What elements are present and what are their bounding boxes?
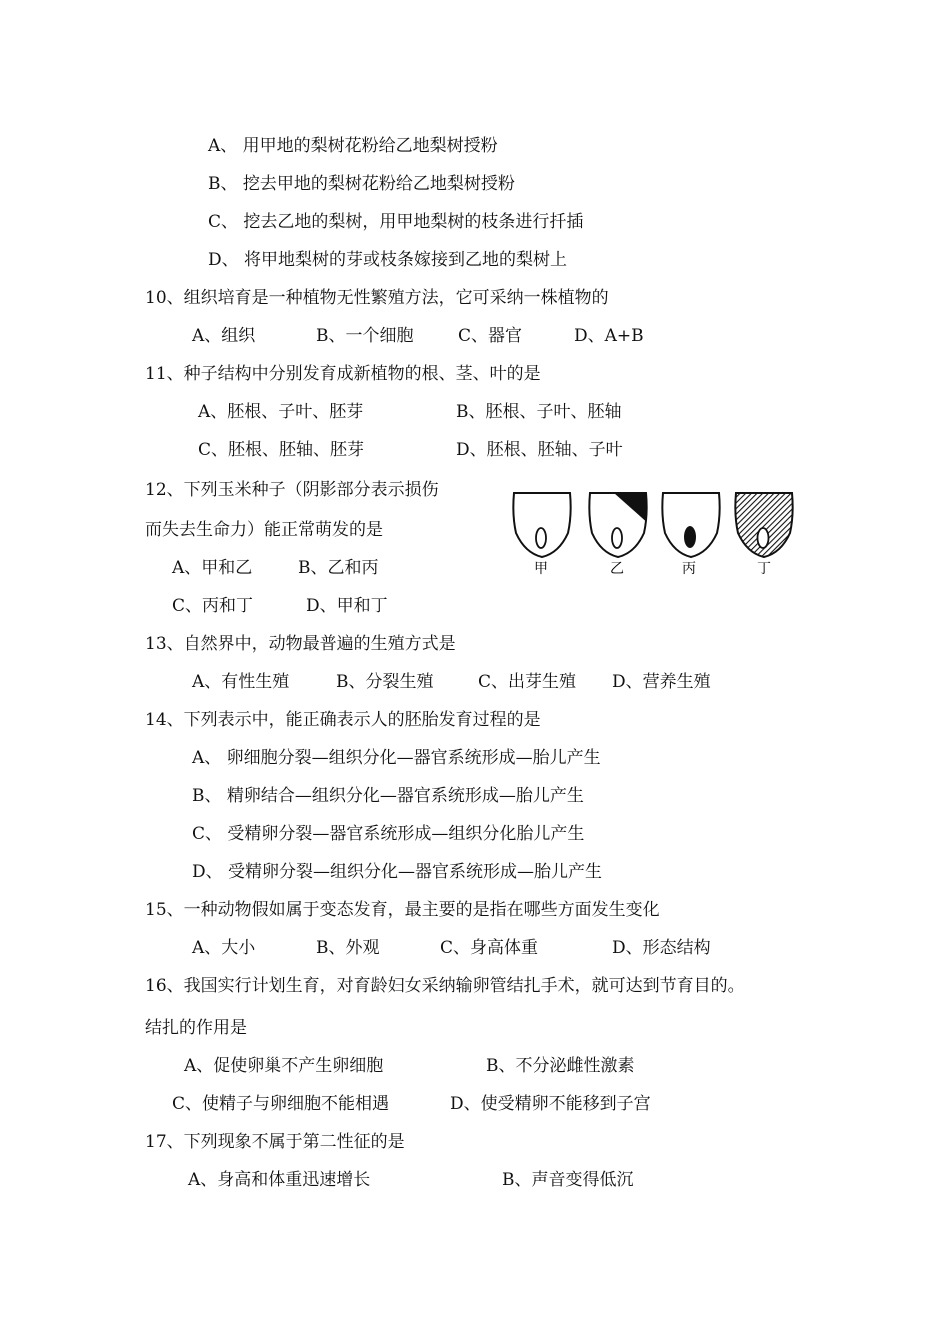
label-bing: 丙 xyxy=(682,561,696,575)
q9-option-a: A、 用甲地的梨树花粉给乙地梨树授粉 xyxy=(208,136,498,156)
q14-option-b: B、 精卵结合—组织分化—器官系统形成—胎儿产生 xyxy=(192,786,584,806)
q11-option-c: C、胚根、胚轴、胚芽 xyxy=(198,440,365,460)
q13-option-a: A、有性生殖 xyxy=(192,672,290,692)
q13-option-d: D、营养生殖 xyxy=(612,672,711,692)
q10-stem: 10、组织培育是一种植物无性繁殖方法，它可采纳一株植物的 xyxy=(145,288,609,308)
q11-stem: 11、种子结构中分别发育成新植物的根、茎、叶的是 xyxy=(145,364,541,384)
q15-option-a: A、大小 xyxy=(192,938,256,958)
seed-jia xyxy=(513,493,570,557)
q11-option-a: A、胚根、子叶、胚芽 xyxy=(198,402,364,422)
q16-option-d: D、使受精卵不能移到子宫 xyxy=(450,1094,651,1114)
q12-option-d: D、甲和丁 xyxy=(306,596,388,616)
q9-option-c: C、 挖去乙地的梨树，用甲地梨树的枝条进行扦插 xyxy=(208,212,584,232)
seed-yi xyxy=(589,493,650,557)
q17-option-a: A、身高和体重迅速增长 xyxy=(188,1170,371,1190)
q16-stem-line2: 结扎的作用是 xyxy=(145,1018,247,1038)
corn-seed-diagram xyxy=(510,485,800,575)
q11-option-b: B、胚根、子叶、胚轴 xyxy=(456,402,622,422)
q16-option-c: C、使精子与卵细胞不能相遇 xyxy=(172,1094,390,1114)
q10-option-c: C、器官 xyxy=(458,326,523,346)
q13-stem: 13、自然界中，动物最普遍的生殖方式是 xyxy=(145,634,456,654)
q15-option-c: C、身高体重 xyxy=(440,938,539,958)
q10-option-b: B、一个细胞 xyxy=(316,326,414,346)
q14-option-c: C、 受精卵分裂—器官系统形成—组织分化胎儿产生 xyxy=(192,824,585,844)
q14-option-a: A、 卵细胞分裂—组织分化—器官系统形成—胎儿产生 xyxy=(192,748,601,768)
q14-option-d: D、 受精卵分裂—组织分化—器官系统形成—胎儿产生 xyxy=(192,862,603,882)
q15-option-d: D、形态结构 xyxy=(612,938,711,958)
seed-bing xyxy=(662,493,719,557)
q12-option-c: C、丙和丁 xyxy=(172,596,254,616)
q15-option-b: B、外观 xyxy=(316,938,380,958)
label-jia: 甲 xyxy=(534,561,548,575)
q16-option-a: A、促使卵巢不产生卵细胞 xyxy=(184,1056,384,1076)
q17-option-b: B、声音变得低沉 xyxy=(502,1170,634,1190)
q13-option-b: B、分裂生殖 xyxy=(336,672,434,692)
q15-stem: 15、一种动物假如属于变态发育，最主要的是指在哪些方面发生变化 xyxy=(145,900,660,920)
label-yi: 乙 xyxy=(610,561,624,575)
q17-stem: 17、下列现象不属于第二性征的是 xyxy=(145,1132,405,1152)
q9-option-b: B、 挖去甲地的梨树花粉给乙地梨树授粉 xyxy=(208,174,515,194)
q12-stem-line1: 12、下列玉米种子（阴影部分表示损伤 xyxy=(145,480,439,500)
corn-seed-figure xyxy=(510,485,800,575)
label-ding: 丁 xyxy=(757,561,771,575)
q9-option-d: D、 将甲地梨树的芽或枝条嫁接到乙地的梨树上 xyxy=(208,250,568,270)
q11-option-d: D、胚根、胚轴、子叶 xyxy=(456,440,623,460)
q12-stem-line2: 而失去生命力）能正常萌发的是 xyxy=(145,520,383,540)
seed-ding xyxy=(735,493,792,557)
q16-stem-line1: 16、我国实行计划生育，对育龄妇女采纳输卵管结扎手术，就可达到节育目的。 xyxy=(145,976,745,996)
q12-option-b: B、乙和丙 xyxy=(298,558,379,578)
q12-option-a: A、甲和乙 xyxy=(172,558,253,578)
q10-option-a: A、组织 xyxy=(192,326,256,346)
q16-option-b: B、不分泌雌性激素 xyxy=(486,1056,635,1076)
q14-stem: 14、下列表示中，能正确表示人的胚胎发育过程的是 xyxy=(145,710,541,730)
q10-option-d: D、A+B xyxy=(574,326,644,346)
q13-option-c: C、出芽生殖 xyxy=(478,672,577,692)
